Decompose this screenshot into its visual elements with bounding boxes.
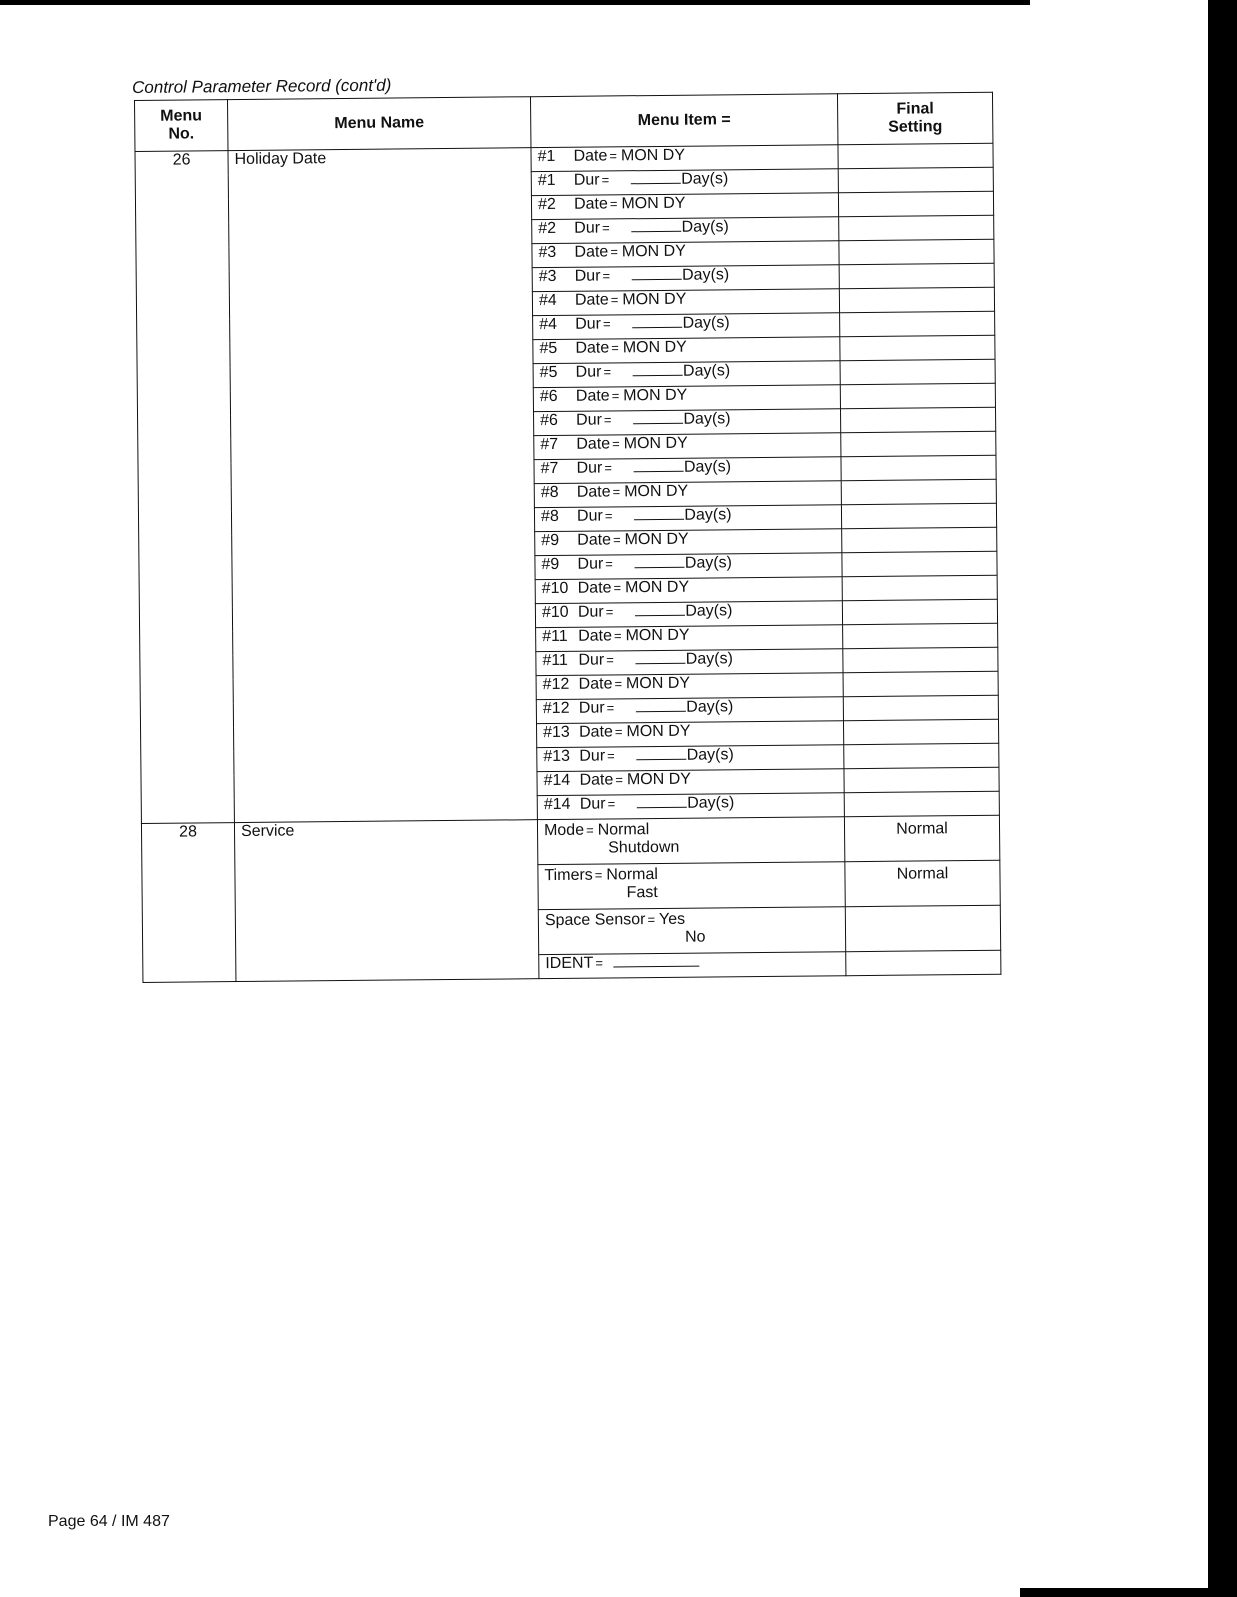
final-setting-cell <box>842 551 997 576</box>
item-number: #3 <box>538 267 557 286</box>
option-value: Fast <box>626 884 658 902</box>
equals-sign: = <box>604 460 613 476</box>
menu-item-cell <box>531 145 838 172</box>
final-setting-cell <box>845 905 1000 951</box>
menu-item-cell <box>533 337 840 364</box>
item-label: Date <box>577 579 612 597</box>
final-header-line1: Final <box>896 100 934 118</box>
menu-no-cell: 28 <box>141 823 236 983</box>
menu-item-cell <box>536 625 843 652</box>
final-setting-cell <box>838 167 993 192</box>
item-value: MON DY <box>623 434 688 453</box>
menu-item-cell <box>534 409 841 436</box>
equals-sign: = <box>611 340 619 356</box>
final-header-line2: Setting <box>888 118 943 136</box>
item-value: MON DY <box>621 194 686 213</box>
final-setting-cell <box>841 503 996 528</box>
equals-sign: = <box>615 772 624 788</box>
final-setting-cell <box>842 527 997 552</box>
item-number: #7 <box>540 459 559 478</box>
equals-sign: = <box>612 484 621 500</box>
item-number: #14 <box>543 771 571 790</box>
equals-sign: = <box>585 822 594 838</box>
item-number: #2 <box>538 219 557 238</box>
menu-item-cell <box>537 721 844 748</box>
menu-item-cell <box>537 745 844 772</box>
equals-sign: = <box>610 244 618 260</box>
option-value: Normal <box>606 866 658 884</box>
menu-item-cell <box>532 289 839 316</box>
duration-blank-line <box>634 509 684 520</box>
scan-edge-top <box>0 0 1030 5</box>
page-caption: Control Parameter Record (cont'd) <box>132 75 392 97</box>
equals-sign: = <box>606 652 614 668</box>
menu-item-cell <box>538 862 845 910</box>
item-value: MON DY <box>620 146 686 165</box>
item-number: #10 <box>541 579 569 598</box>
menu-item-cell <box>534 505 841 532</box>
item-number: #14 <box>543 795 571 814</box>
item-label: Space Sensor <box>544 911 646 930</box>
item-label: Date <box>578 627 613 645</box>
menu-item-cell <box>531 169 838 196</box>
menu-item-cell <box>537 817 844 865</box>
item-value: MON DY <box>623 386 688 405</box>
menu-item-cell <box>535 529 842 556</box>
duration-blank-line <box>631 173 681 184</box>
final-setting-cell <box>844 791 999 816</box>
duration-blank-line <box>637 749 687 760</box>
item-value: Day(s) <box>681 218 729 236</box>
equals-sign: = <box>601 172 610 188</box>
equals-sign: = <box>602 316 611 332</box>
item-number: #10 <box>541 603 569 622</box>
option-value: Normal <box>597 821 650 839</box>
duration-blank-line <box>637 797 687 808</box>
menu-item-cell <box>539 952 846 979</box>
equals-sign: = <box>606 700 615 716</box>
item-value: MON DY <box>621 242 686 261</box>
item-value: Day(s) <box>687 794 735 812</box>
duration-blank-line <box>633 365 683 376</box>
item-number: #7 <box>540 435 559 454</box>
item-value: MON DY <box>624 530 689 549</box>
menu-name-cell: Service <box>234 820 539 982</box>
item-label: Timers <box>544 866 593 885</box>
menu-no-cell: 26 <box>135 151 234 824</box>
item-value: MON DY <box>626 770 692 789</box>
item-number: #4 <box>538 291 557 310</box>
menu-no-header-line1: Menu <box>160 107 203 125</box>
item-value: Day(s) <box>683 458 732 476</box>
menu-name-header: Menu Name <box>228 97 531 151</box>
item-label: Date <box>578 675 613 693</box>
equals-sign: = <box>603 412 612 428</box>
ident-blank-line <box>613 956 699 968</box>
item-value: MON DY <box>625 578 690 597</box>
item-value: MON DY <box>626 722 691 741</box>
item-number: #13 <box>543 723 570 742</box>
item-label: Date <box>573 195 608 213</box>
table-body <box>135 143 1001 982</box>
equals-sign: = <box>604 508 613 524</box>
header-row <box>135 92 993 151</box>
equals-sign: = <box>610 292 619 308</box>
final-setting-cell: Normal <box>845 860 1000 906</box>
item-value: Day(s) <box>683 410 731 428</box>
option-value: No <box>684 928 706 946</box>
item-label: Dur <box>579 747 606 765</box>
final-setting-cell <box>841 479 996 504</box>
menu-item-cell <box>534 433 841 460</box>
equals-sign: = <box>613 580 622 596</box>
item-label: Dur <box>576 411 602 429</box>
final-setting-cell <box>839 263 994 288</box>
final-setting-cell <box>838 143 993 168</box>
item-value: MON DY <box>624 482 689 501</box>
final-setting-cell <box>839 215 994 240</box>
duration-blank-line <box>634 461 684 472</box>
menu-item-cell <box>533 385 840 412</box>
item-number: #1 <box>537 171 556 190</box>
menu-item-cell <box>534 457 841 484</box>
item-label: Dur <box>577 603 604 621</box>
equals-sign: = <box>612 532 621 548</box>
item-value: Day(s) <box>684 506 732 524</box>
item-label: Dur <box>573 171 600 189</box>
equals-sign: = <box>647 912 656 928</box>
final-setting-cell <box>843 647 998 672</box>
final-setting-cell: Normal <box>844 815 999 861</box>
final-setting-cell <box>844 743 999 768</box>
equals-sign: = <box>594 867 603 883</box>
item-number: #5 <box>539 339 558 358</box>
item-label: Date <box>577 531 612 549</box>
menu-item-cell <box>533 361 840 388</box>
item-number: #6 <box>539 387 558 406</box>
item-number: #3 <box>538 243 557 262</box>
equals-sign: = <box>609 148 618 164</box>
item-label: Date <box>573 147 608 165</box>
item-label: Dur <box>579 795 606 813</box>
duration-blank-line <box>632 221 682 232</box>
item-number: #12 <box>542 699 570 718</box>
item-number: #4 <box>539 315 558 334</box>
item-value: Day(s) <box>682 314 730 332</box>
equals-sign: = <box>611 388 620 404</box>
item-label: Date <box>579 723 613 741</box>
duration-blank-line <box>635 557 685 568</box>
duration-blank-line <box>636 653 686 664</box>
item-number: #8 <box>540 483 559 502</box>
equals-sign: = <box>603 364 612 380</box>
item-value: MON DY <box>622 338 687 357</box>
final-setting-cell <box>840 407 995 432</box>
control-parameter-table-wrapper <box>134 92 1000 983</box>
equals-sign: = <box>609 196 618 212</box>
menu-item-cell <box>536 649 843 676</box>
item-number: #6 <box>540 411 558 430</box>
item-value: Day(s) <box>682 362 731 380</box>
final-setting-cell <box>840 383 995 408</box>
item-number: #9 <box>541 531 560 550</box>
final-setting-cell <box>842 575 997 600</box>
page-footer: Page 64 / IM 487 <box>48 1513 170 1530</box>
item-value: Day(s) <box>685 602 733 620</box>
final-setting-cell <box>846 950 1001 975</box>
item-label: Date <box>574 291 609 309</box>
menu-item-cell <box>532 217 839 244</box>
menu-no-header <box>135 100 228 152</box>
item-label: Date <box>574 243 609 261</box>
item-label: Dur <box>576 459 603 477</box>
item-label: Date <box>575 339 610 357</box>
item-number: #2 <box>537 195 556 214</box>
menu-name-cell: Holiday Date <box>228 148 537 823</box>
equals-sign: = <box>613 628 622 644</box>
item-label: Date <box>579 771 614 789</box>
control-parameter-table <box>134 92 1001 983</box>
item-label: Dur <box>575 363 602 381</box>
item-value: Day(s) <box>686 698 734 716</box>
menu-item-cell <box>535 601 842 628</box>
item-number: #13 <box>543 747 571 766</box>
menu-item-cell <box>532 241 839 268</box>
final-setting-cell <box>842 599 997 624</box>
item-number: #5 <box>539 363 558 382</box>
item-label: Dur <box>577 555 604 573</box>
item-line <box>545 952 839 973</box>
item-label: Date <box>575 387 610 405</box>
final-setting-cell <box>839 287 994 312</box>
equals-sign: = <box>614 676 623 692</box>
item-value: Day(s) <box>682 266 730 284</box>
item-number: #12 <box>542 675 570 694</box>
equals-sign: = <box>605 604 614 620</box>
menu-item-cell <box>532 265 839 292</box>
final-setting-cell <box>843 719 998 744</box>
menu-item-cell <box>537 793 844 820</box>
item-label: Date <box>576 483 611 501</box>
final-setting-cell <box>840 335 995 360</box>
final-setting-cell <box>841 455 996 480</box>
item-value: Day(s) <box>684 554 733 572</box>
item-value: Day(s) <box>686 746 734 764</box>
item-value: MON DY <box>625 626 690 645</box>
final-setting-cell <box>844 767 999 792</box>
item-value: Day(s) <box>685 650 733 668</box>
scan-edge-bottom <box>1020 1588 1220 1597</box>
item-number: #9 <box>541 555 560 574</box>
duration-blank-line <box>633 413 683 424</box>
option-value: Shutdown <box>608 838 680 857</box>
item-label: Dur <box>578 699 605 717</box>
menu-item-cell <box>536 697 843 724</box>
final-setting-cell <box>843 671 998 696</box>
scan-edge-right <box>1208 0 1237 1597</box>
menu-item-cell <box>534 481 841 508</box>
item-number: #11 <box>542 651 568 670</box>
item-label: Mode <box>543 821 585 840</box>
option-value: Yes <box>658 910 686 928</box>
menu-item-cell <box>533 313 840 340</box>
duration-blank-line <box>635 605 685 616</box>
item-number: #8 <box>540 507 559 526</box>
final-setting-cell <box>838 191 993 216</box>
menu-item-cell <box>535 553 842 580</box>
menu-item-cell <box>531 193 838 220</box>
item-label: Dur <box>574 267 601 285</box>
equals-sign: = <box>601 220 610 236</box>
item-label: Dur <box>574 219 601 237</box>
equals-sign: = <box>607 748 615 764</box>
equals-sign: = <box>612 436 620 452</box>
duration-blank-line <box>632 317 682 328</box>
item-label: Dur <box>576 507 603 525</box>
final-setting-header <box>837 92 992 144</box>
final-setting-cell <box>839 239 994 264</box>
menu-item-cell <box>535 577 842 604</box>
item-label: Date <box>576 435 611 453</box>
item-number: #1 <box>537 147 556 166</box>
final-setting-cell <box>843 623 998 648</box>
equals-sign: = <box>595 955 603 971</box>
final-setting-cell <box>840 359 995 384</box>
item-label: Dur <box>578 651 605 669</box>
duration-blank-line <box>632 269 682 280</box>
item-label: Dur <box>575 315 602 333</box>
menu-item-cell <box>537 769 844 796</box>
equals-sign: = <box>605 556 613 572</box>
menu-item-cell <box>536 673 843 700</box>
duration-blank-line <box>636 701 686 712</box>
final-setting-cell <box>840 311 995 336</box>
item-label: IDENT <box>545 954 594 973</box>
menu-item-header: Menu Item = <box>530 94 837 148</box>
final-setting-cell <box>843 695 998 720</box>
item-value: MON DY <box>625 674 691 693</box>
item-number: #11 <box>542 627 568 646</box>
equals-sign: = <box>614 724 623 740</box>
equals-sign: = <box>607 796 616 812</box>
equals-sign: = <box>602 268 611 284</box>
menu-no-header-line2: No. <box>168 125 195 143</box>
final-setting-cell <box>841 431 996 456</box>
menu-item-cell <box>538 907 845 955</box>
item-value: Day(s) <box>681 170 729 188</box>
item-value: MON DY <box>622 290 687 309</box>
